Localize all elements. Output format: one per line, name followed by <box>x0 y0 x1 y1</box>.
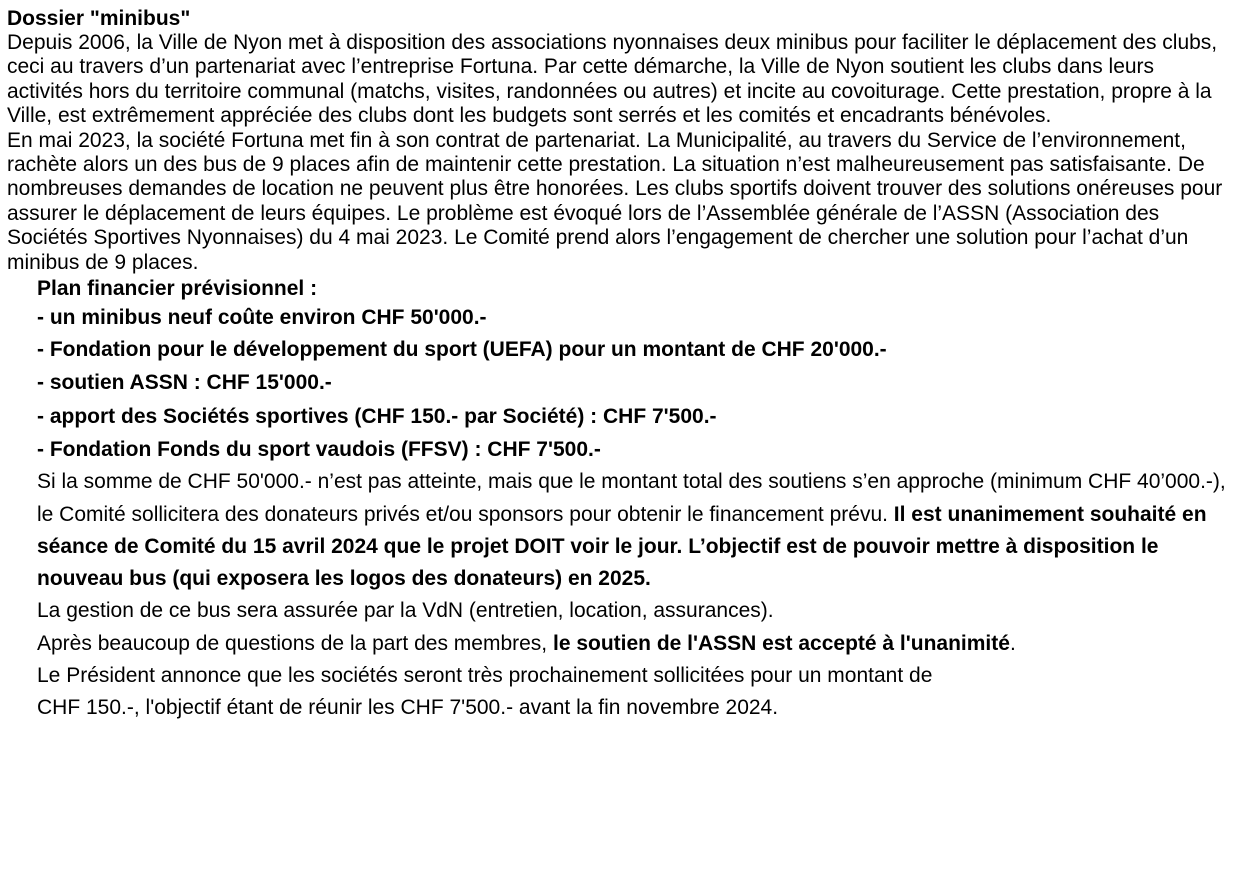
intro-paragraph-1: Depuis 2006, la Ville de Nyon met à disposition des associations nyonnaises deux minibus pour faciliter le déplacement des clubs, ceci au travers d’un partenariat avec l’entreprise Fortuna. Par cette démarche, la Ville de Nyon soutient les clubs dans leurs activités hors du territoire communal (matchs, visites, randonnées ou autres) et incite au covoiturage. Cette prestation, propre à la Ville, est extrêmement appréciée des clubs dont les budgets sont serrés et les comités et encadrants bénévoles. <box>7 31 1218 128</box>
committee-decision-text: Il est unanimement souhaité en séance de Comité du 15 avril 2024 que le projet DOIT voir le jour. L’objectif est de pouvoir mettre à disposition le nouveau bus (qui exposera les logos des donateurs) en 2025. <box>37 502 1207 591</box>
support-end: . <box>1009 631 1016 655</box>
president-line-1: Le Président annonce que les sociétés seront très prochainement sollicitées pour un montant de <box>37 664 933 688</box>
plan-item: - apport des Sociétés sportives (CHF 150.- par Société) : CHF 7'500.- <box>37 404 717 428</box>
president-line-2: CHF 150.-, l'objectif étant de réunir les CHF 7'500.- avant la fin novembre 2024. <box>37 696 779 720</box>
management-paragraph: La gestion de ce bus sera assurée par la VdN (entretien, location, assurances). <box>37 599 774 623</box>
financial-plan <box>37 275 1229 466</box>
funding-paragraph <box>37 466 1229 595</box>
support-decision-text: le soutien de l'ASSN est accepté à l'unanimité <box>552 631 1010 655</box>
intro-paragraph-2: En mai 2023, la société Fortuna met fin à son contrat de partenariat. La Municipalité, au travers du Service de l’environnement, rachète alors un des bus de 9 places afin de maintenir cette prestation. La situation n’est malheureusement pas satisfaisante. De nombreuses demandes de location ne peuvent plus être honorées. Les clubs sportifs doivent trouver des solutions onéreuses pour assurer le déplacement de leurs équipes. Le problème est évoqué lors de l’Assemblée générale de l’ASSN (Association des Sociétés Sportives Nyonnaises) du 4 mai 2023. Le Comité prend alors l’engagement de chercher une solution pour l’achat d’un minibus de 9 places. <box>7 128 1223 274</box>
document-title: Dossier "minibus" <box>7 7 191 30</box>
plan-item: - soutien ASSN : CHF 15'000.- <box>37 371 332 395</box>
plan-item: - un minibus neuf coûte environ CHF 50'000.- <box>37 306 487 330</box>
followup-section <box>37 466 1229 724</box>
support-text: Après beaucoup de questions de la part des membres, <box>37 631 553 655</box>
plan-item: - Fondation Fonds du sport vaudois (FFSV) : CHF 7'500.- <box>37 437 601 461</box>
financial-plan-heading: Plan financier prévisionnel : <box>37 277 318 301</box>
support-paragraph <box>37 628 1229 660</box>
plan-item: - Fondation pour le développement du sport (UEFA) pour un montant de CHF 20'000.- <box>37 338 887 362</box>
president-paragraph <box>37 660 1229 725</box>
intro-section <box>7 31 1229 275</box>
funding-text: Si la somme de CHF 50'000.- n’est pas atteinte, mais que le montant total des soutiens s’en approche (minimum CHF 40’000.-), le Comité sollicitera des donateurs privés et/ou sponsors pour obtenir le financement prévu. <box>37 470 1226 526</box>
